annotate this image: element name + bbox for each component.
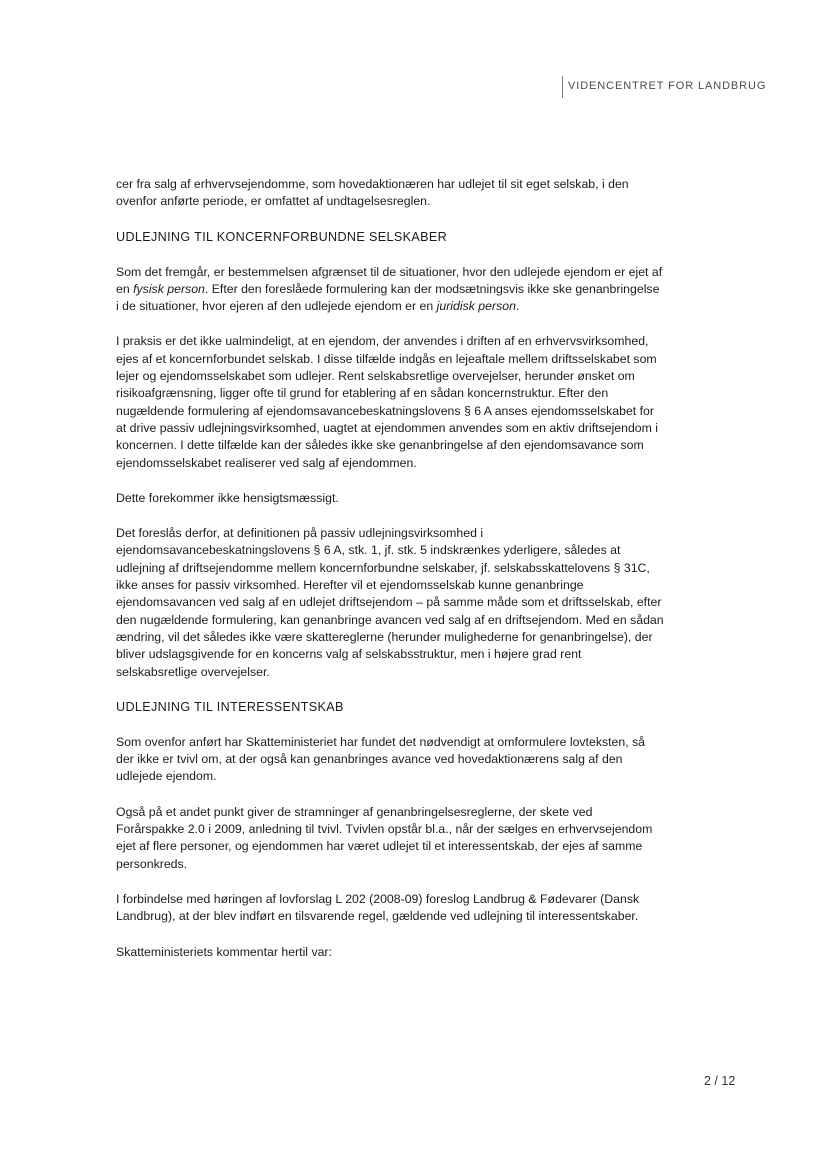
paragraph-text: Som det fremgår, er bestemmelsen afgrænset til de situationer, hvor den udlejede ejendom er ejet af en	[116, 264, 663, 296]
paragraph: Dette forekommer ikke hensigtsmæssigt.	[116, 490, 339, 505]
paragraph: Skatteministeriets kommentar hertil var:	[116, 944, 332, 959]
paragraph: Det foreslås derfor, at definitionen på passiv udlejningsvirksomhed i ejendomsavancebeskatningslovens § 6 A, stk. 1, jf. stk. 5 indskrænkes yderligere, således at udlejning af driftsejendomme mellem koncernforbundne selskaber, jf. selskabsskattelovens § 31C, ikke anses for passiv virksomhed. Herefter vil et ejendomsselskab kunne genanbringe ejendomsavancen ved salg af en udlejet driftsejendom – på samme måde som et driftsselskab, efter den nugældende formulering, kan genanbringe avancen ved salg af en driftsejendom. Med en sådan ændring, vil det således ikke være skattereglerne (herunder mulighederne for genanbringelse), der bliver udslagsgivende for en koncerns valg af selskabsstruktur, men i højere grad rent selskabsretlige overvejelser.	[116, 526, 664, 679]
paragraph-text: .	[515, 299, 520, 314]
paragraph: I forbindelse med høringen af lovforslag L 202 (2008-09) foreslog Landbrug & Fødevarer (Dansk Landbrug), at der blev indført en tilsvarende regel, gældende ved udlejning til interessentskaber.	[116, 891, 640, 924]
paragraph: I praksis er det ikke ualmindeligt, at en ejendom, der anvendes i driften af en erhvervsvirksomhed, ejes af et koncernforbundet selskab. I disse tilfælde indgås en lejeaftale mellem driftsselskabet som lejer og ejendomsselskabet som udlejer. Rent selskabsretlige overvejelser, herunder ønsket om risikoafgrænsning, ligger ofte til grund for etablering af en sådan koncernstruktur. Efter den nugældende formulering af ejendomsavancebeskatningslovens § 6 A anses ejendomsselskabet for at drive passiv udlejningsvirksomhed, uagtet at ejendommen anvendes som en aktiv driftsejendom i koncernen. I dette tilfælde kan der således ikke ske genanbringelse af den ejendomsavance som ejendomsselskabet realiserer ved salg af ejendommen.	[116, 334, 659, 470]
header-divider	[562, 76, 563, 98]
document-body	[116, 176, 664, 979]
paragraph: Som ovenfor anført har Skatteministeriet har fundet det nødvendigt at omformulere lovteksten, så der ikke er tvivl om, at der også kan genanbringes avance ved hovedaktionærens salg af den udlejede ejendom.	[116, 734, 646, 784]
page-number: 2 / 12	[704, 1074, 736, 1088]
section-heading-koncern: UDLEJNING TIL KONCERNFORBUNDNE SELSKABER	[116, 229, 448, 244]
continuation-paragraph: cer fra salg af erhvervsejendomme, som hovedaktionæren har udlejet til sit eget selskab, i den ovenfor anførte periode, er omfattet af undtagelsesreglen.	[116, 177, 629, 209]
section-heading-interessentskab: UDLEJNING TIL INTERESSENTSKAB	[116, 699, 344, 714]
paragraph-text: . Efter den foreslåede formulering kan der modsætningsvis ikke ske genanbringelse i de situationer, hvor ejeren af den udlejede ejendom er en	[116, 281, 660, 314]
emphasis-text: juridisk person	[436, 299, 516, 314]
organization-name: VIDENCENTRET FOR LANDBRUG	[568, 80, 767, 92]
paragraph: Også på et andet punkt giver de stramninger af genanbringelsesreglerne, der skete ved Forårspakke 2.0 i 2009, anledning til tvivl. Tvivlen opstår bl.a., når der sælges en erhvervsejendom ejet af flere personer, og ejendommen har været udlejet til et interessentskab, der ejes af samme personkreds.	[116, 804, 653, 871]
emphasis-text: fysisk person	[133, 281, 205, 296]
paragraph	[116, 264, 664, 316]
